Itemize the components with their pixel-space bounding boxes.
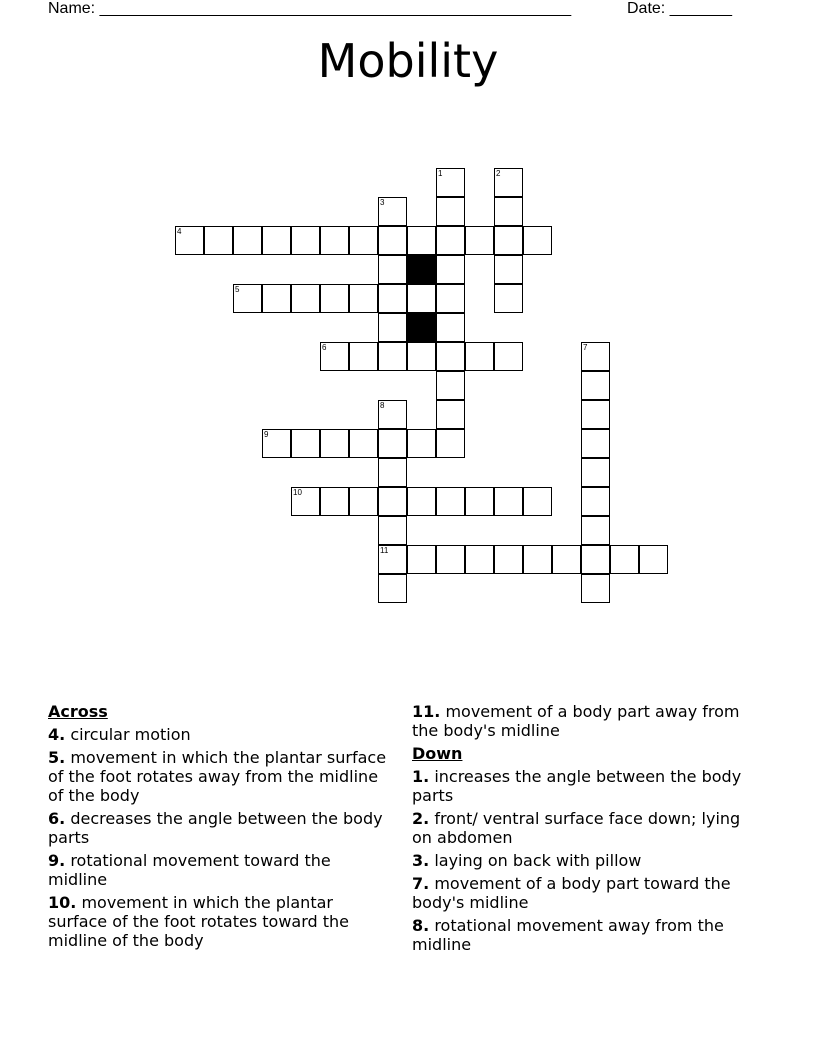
name-blank[interactable]: _____________________________________________________ — [99, 0, 572, 17]
shaded-square — [407, 255, 436, 284]
clue-number: 3. — [412, 851, 430, 870]
crossword-square[interactable] — [407, 429, 436, 458]
across-clue — [48, 809, 393, 847]
clue-number: 4. — [48, 725, 66, 744]
crossword-square[interactable] — [407, 342, 436, 371]
clue-text: decreases the angle between the body parts — [48, 809, 383, 847]
crossword-square[interactable] — [436, 487, 465, 516]
crossword-square[interactable] — [581, 371, 610, 400]
crossword-square[interactable] — [262, 226, 291, 255]
crossword-square[interactable] — [378, 197, 407, 226]
crossword-square[interactable] — [581, 516, 610, 545]
crossword-square[interactable] — [436, 255, 465, 284]
clue-start-number: 9 — [264, 430, 269, 439]
crossword-square[interactable] — [378, 342, 407, 371]
crossword-square[interactable] — [378, 487, 407, 516]
crossword-square[interactable] — [320, 487, 349, 516]
crossword-square[interactable] — [349, 284, 378, 313]
crossword-square[interactable] — [465, 342, 494, 371]
crossword-square[interactable] — [465, 545, 494, 574]
clue-start-number: 5 — [235, 285, 240, 294]
across-clue — [48, 851, 393, 889]
crossword-square[interactable] — [320, 284, 349, 313]
crossword-square[interactable] — [436, 429, 465, 458]
crossword-square[interactable] — [436, 226, 465, 255]
shaded-square — [407, 313, 436, 342]
clue-start-number: 3 — [380, 198, 385, 207]
down-clue — [412, 851, 757, 870]
crossword-square[interactable] — [436, 342, 465, 371]
date-blank[interactable]: _______ — [669, 0, 732, 17]
crossword-square[interactable] — [494, 168, 523, 197]
crossword-square[interactable] — [291, 226, 320, 255]
clue-number: 10. — [48, 893, 77, 912]
crossword-square[interactable] — [494, 284, 523, 313]
crossword-square[interactable] — [581, 429, 610, 458]
down-heading: Down — [412, 744, 463, 763]
crossword-square[interactable] — [291, 429, 320, 458]
clue-text: rotational movement away from the midline — [412, 916, 724, 954]
clue-text: front/ ventral surface face down; lying on abdomen — [412, 809, 741, 847]
clue-number: 11. — [412, 702, 441, 721]
crossword-square[interactable] — [465, 487, 494, 516]
crossword-square[interactable] — [436, 168, 465, 197]
clue-text: rotational movement toward the midline — [48, 851, 331, 889]
down-clue — [412, 767, 757, 805]
clue-text: increases the angle between the body parts — [412, 767, 742, 805]
clue-text: laying on back with pillow — [434, 851, 642, 870]
clue-start-number: 8 — [380, 401, 385, 410]
crossword-square[interactable] — [494, 545, 523, 574]
clue-number: 7. — [412, 874, 430, 893]
crossword-square[interactable] — [378, 545, 407, 574]
crossword-square[interactable] — [175, 226, 204, 255]
crossword-square[interactable] — [233, 226, 262, 255]
crossword-square[interactable] — [349, 342, 378, 371]
crossword-square[interactable] — [436, 313, 465, 342]
clue-text: movement of a body part away from the body's midline — [412, 702, 740, 740]
crossword-square[interactable] — [262, 429, 291, 458]
crossword-square[interactable] — [378, 400, 407, 429]
crossword-square[interactable] — [407, 284, 436, 313]
crossword-square[interactable] — [378, 284, 407, 313]
across-clue — [412, 702, 757, 740]
crossword-square[interactable] — [436, 284, 465, 313]
clues-right-column — [412, 702, 757, 958]
clue-start-number: 1 — [438, 169, 443, 178]
page-title: Mobility — [317, 34, 499, 88]
crossword-square[interactable] — [581, 487, 610, 516]
crossword-square[interactable] — [523, 487, 552, 516]
clue-text: movement in which the plantar surface of the foot rotates away from the midline of the body — [48, 748, 387, 805]
crossword-square[interactable] — [233, 284, 262, 313]
crossword-square[interactable] — [523, 226, 552, 255]
clue-start-number: 11 — [380, 546, 389, 555]
crossword-square[interactable] — [320, 429, 349, 458]
crossword-square[interactable] — [291, 487, 320, 516]
clue-start-number: 7 — [583, 343, 588, 352]
across-heading: Across — [48, 702, 108, 721]
crossword-square[interactable] — [465, 226, 494, 255]
crossword-square[interactable] — [349, 226, 378, 255]
clue-number: 5. — [48, 748, 66, 767]
crossword-square[interactable] — [494, 342, 523, 371]
crossword-square[interactable] — [581, 342, 610, 371]
crossword-square[interactable] — [581, 545, 610, 574]
crossword-square[interactable] — [581, 458, 610, 487]
clue-start-number: 2 — [496, 169, 501, 178]
crossword-square[interactable] — [378, 458, 407, 487]
crossword-square[interactable] — [320, 342, 349, 371]
crossword-square[interactable] — [494, 226, 523, 255]
crossword-square[interactable] — [378, 226, 407, 255]
clue-number: 8. — [412, 916, 430, 935]
crossword-square[interactable] — [436, 197, 465, 226]
crossword-square[interactable] — [610, 545, 639, 574]
crossword-square[interactable] — [494, 255, 523, 284]
crossword-square[interactable] — [204, 226, 233, 255]
crossword-square[interactable] — [436, 371, 465, 400]
crossword-square[interactable] — [291, 284, 320, 313]
crossword-square[interactable] — [436, 545, 465, 574]
crossword-square[interactable] — [639, 545, 668, 574]
crossword-square[interactable] — [349, 429, 378, 458]
clue-start-number: 10 — [293, 488, 302, 497]
clue-text: movement of a body part toward the body's midline — [412, 874, 731, 912]
crossword-square[interactable] — [407, 226, 436, 255]
down-clue — [412, 809, 757, 847]
crossword-square[interactable] — [494, 487, 523, 516]
crossword-square[interactable] — [407, 545, 436, 574]
crossword-square[interactable] — [436, 400, 465, 429]
crossword-square[interactable] — [378, 429, 407, 458]
crossword-square[interactable] — [581, 400, 610, 429]
clue-number: 2. — [412, 809, 430, 828]
clue-number: 6. — [48, 809, 66, 828]
crossword-square[interactable] — [378, 255, 407, 284]
clue-number: 9. — [48, 851, 66, 870]
clue-text: movement in which the plantar surface of the foot rotates toward the midline of the body — [48, 893, 350, 950]
crossword-square[interactable] — [262, 284, 291, 313]
across-clue — [48, 893, 393, 950]
down-clue — [412, 874, 757, 912]
clue-start-number: 4 — [177, 227, 182, 236]
date-label: Date: — [627, 0, 666, 17]
clues-left-column — [48, 702, 393, 954]
crossword-square[interactable] — [378, 516, 407, 545]
crossword-square[interactable] — [552, 545, 581, 574]
clue-start-number: 6 — [322, 343, 327, 352]
name-label: Name: — [48, 0, 96, 17]
crossword-square[interactable] — [378, 574, 407, 603]
crossword-square[interactable] — [523, 545, 552, 574]
crossword-square[interactable] — [378, 313, 407, 342]
crossword-square[interactable] — [349, 487, 378, 516]
clue-number: 1. — [412, 767, 430, 786]
crossword-square[interactable] — [494, 197, 523, 226]
across-clue — [48, 725, 393, 744]
crossword-square[interactable] — [320, 226, 349, 255]
crossword-square[interactable] — [581, 574, 610, 603]
crossword-square[interactable] — [407, 487, 436, 516]
clue-text: circular motion — [70, 725, 191, 744]
across-clue — [48, 748, 393, 805]
down-clue — [412, 916, 757, 954]
